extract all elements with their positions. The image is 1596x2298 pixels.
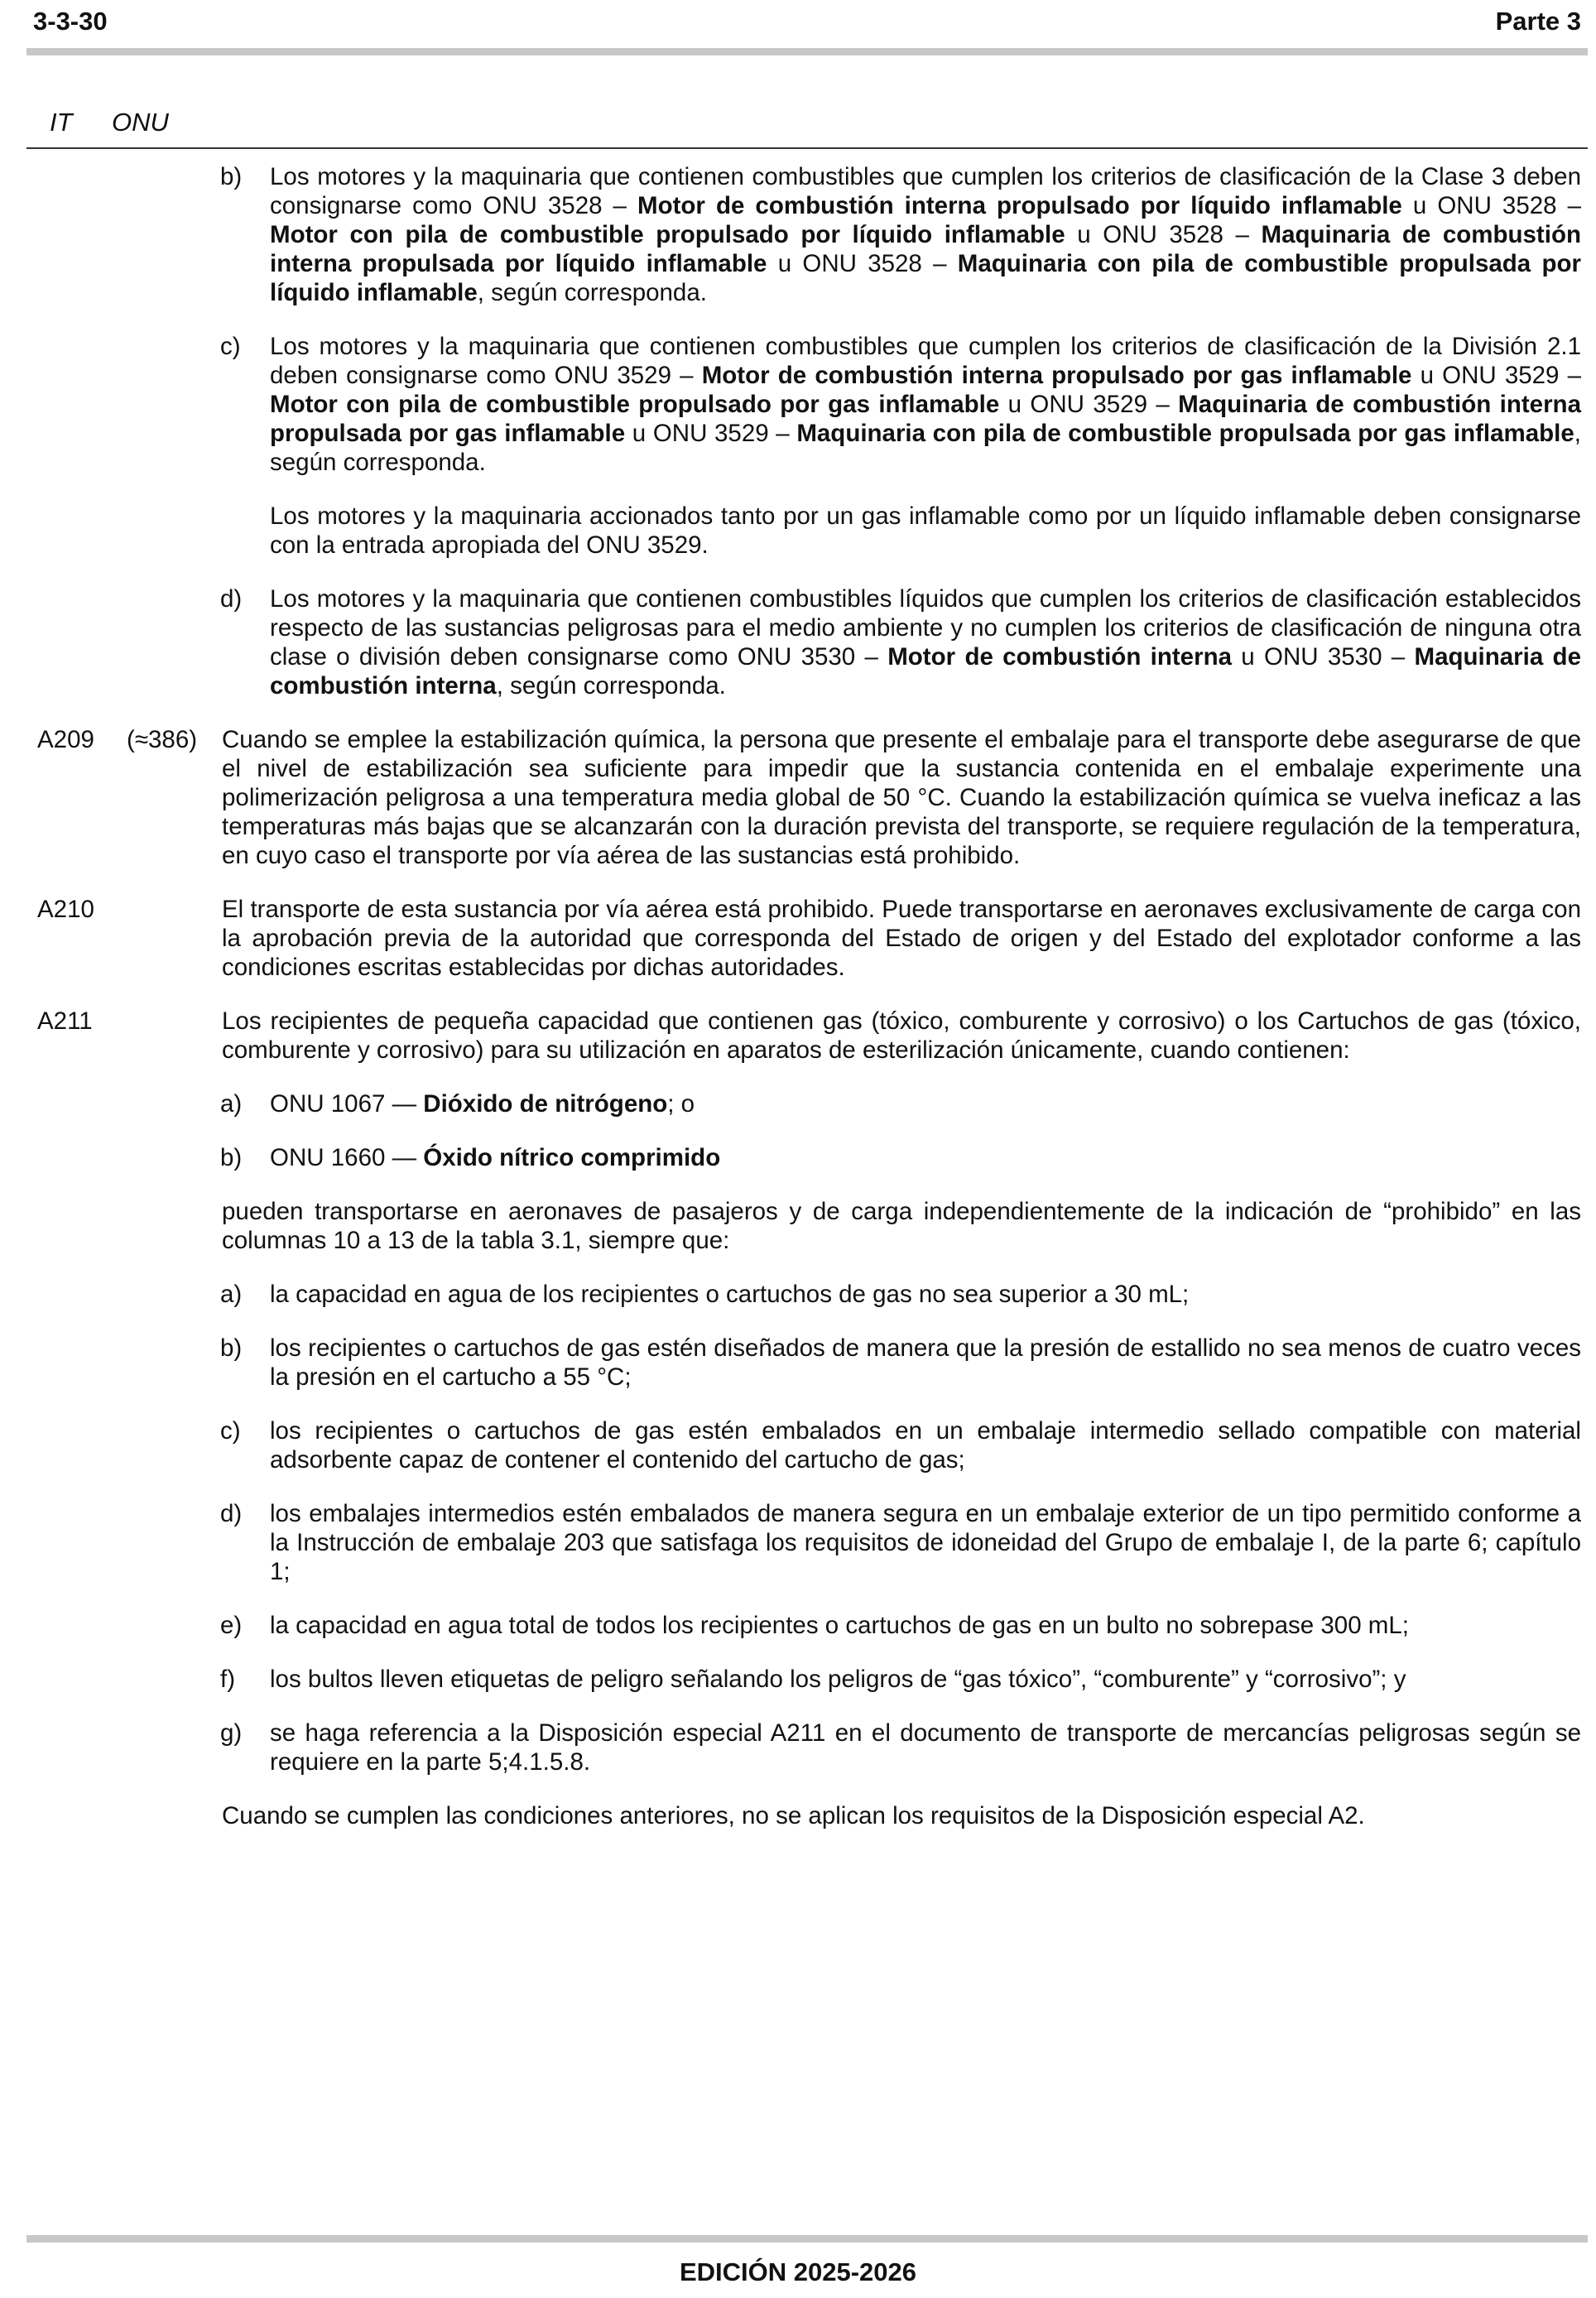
text-run: u ONU 3529 – (999, 391, 1179, 418)
list-label: e) (220, 1612, 243, 1639)
list-text: los recipientes o cartuchos de gas estén diseñados de manera que la presión de estallido no sea menos de cuatro veces la presión en el cartucho a 55 °C; (270, 1334, 1581, 1391)
gas-suffix: ; o (667, 1090, 695, 1118)
column-header-onu: ONU (112, 108, 169, 137)
list-label: b) (220, 163, 243, 190)
text-run: u ONU 3529 – (1411, 362, 1582, 389)
provision-reference: (≈386) (127, 726, 198, 753)
gas-un-number: ONU 1660 — (270, 1144, 424, 1171)
provision-a209 (0, 725, 1596, 870)
list-label: b) (220, 1334, 243, 1362)
condition-a (220, 1280, 1581, 1309)
header-rule (26, 48, 1588, 55)
text-run: , según corresponda. (270, 420, 1581, 476)
list-text: los recipientes o cartuchos de gas estén embalados en un embalaje intermedio sellado compatible con material adsorbente capaz de contener el contenido del cartucho de gas; (270, 1417, 1581, 1474)
list-item-b (220, 162, 1581, 307)
list-text: la capacidad en agua total de todos los recipientes o cartuchos de gas en un bulto no sobrepase 300 mL; (270, 1612, 1409, 1639)
condition-c (220, 1416, 1581, 1474)
page-number: 3-3-30 (33, 7, 108, 36)
text-run: , según corresponda. (496, 672, 726, 699)
list-label: b) (220, 1144, 243, 1171)
list-label: d) (220, 585, 243, 613)
condition-b (220, 1334, 1581, 1392)
text-run: Los motores y la maquinaria que contienen combustibles líquidos que cumplen los criterios de clasificación establecidos respecto de las sustancias peligrosas para el medio ambiente y no cumplen los criterios de clasificación de ninguna otra clase o división deben consignarse como ONU 3530 – (270, 585, 1581, 671)
footer-rule (26, 2235, 1588, 2243)
list-text (270, 585, 1581, 699)
provision-code: A210 (37, 896, 94, 923)
list-label: f) (220, 1666, 236, 1693)
paragraph-closing: Cuando se cumplen las condiciones anteriores, no se aplican los requisitos de la Disposición especial A2. (222, 1802, 1365, 1829)
edition-footer: EDICIÓN 2025-2026 (679, 2257, 917, 2286)
paragraph-c-extra: Los motores y la maquinaria accionados tanto por un gas inflamable como por un líquido inflamable deben consignarse con la entrada apropiada del ONU 3529. (270, 502, 1581, 559)
paragraph-conditions-intro: pueden transportarse en aeronaves de pasajeros y de carga independientemente de la indicación de “prohibido” en las columnas 10 a 13 de la tabla 3.1, siempre que: (222, 1198, 1581, 1254)
gas-item-b (220, 1143, 1581, 1172)
list-text: los bultos lleven etiquetas de peligro señalando los peligros de “gas tóxico”, “comburente” y “corrosivo”; y (270, 1666, 1406, 1693)
bold-text: Motor con pila de combustible propulsado por gas inflamable (270, 391, 1000, 418)
bold-text: Maquinaria de combustión interna (270, 643, 1581, 699)
bold-text: Maquinaria de combustión interna propulsada por gas inflamable (270, 391, 1581, 447)
bold-text: Motor de combustión interna (887, 643, 1232, 671)
column-header-rule (26, 147, 1588, 149)
provision-text: Los recipientes de pequeña capacidad que contienen gas (tóxico, comburente y corrosivo) o los Cartuchos de gas (tóxico, comburente y corrosivo) para su utilización en aparatos de esterilización únicamente, cuando contienen: (222, 1007, 1581, 1064)
provision-text: El transporte de esta sustancia por vía aérea está prohibido. Puede transportarse en aeronaves exclusivamente de carga con la aprobación previa de la autoridad que corresponda del Estado de origen y del Estado del explotador conforme a las condiciones escritas establecidas por dichas autoridades. (222, 896, 1581, 981)
text-run: u ONU 3528 – (1401, 192, 1581, 219)
bold-text: Motor de combustión interna propulsado por gas inflamable (701, 362, 1412, 389)
list-item-c (220, 332, 1582, 477)
bold-text: Maquinaria con pila de combustible propulsada por líquido inflamable (270, 250, 1581, 306)
provision-a211 (0, 1007, 1596, 1065)
list-label: g) (220, 1719, 243, 1747)
text-run: u ONU 3528 – (1065, 221, 1262, 248)
provision-code: A209 (37, 726, 94, 753)
bold-text: Maquinaria de combustión interna propulsada por líquido inflamable (270, 221, 1581, 277)
list-text: se haga referencia a la Disposición especial A211 en el documento de transporte de mercancías peligrosas según se requiere en la parte 5;4.1.5.8. (270, 1719, 1581, 1776)
text-run: u ONU 3528 – (767, 250, 958, 277)
text-run: , según corresponda. (477, 279, 707, 306)
column-header-it: IT (50, 108, 73, 137)
list-label: c) (220, 333, 241, 360)
text-run: Los motores y la maquinaria que contienen combustibles que cumplen los criterios de clasificación de la División 2.1 deben consignarse como ONU 3529 – (270, 333, 1581, 389)
bold-text: Motor de combustión interna propulsado por líquido inflamable (637, 192, 1402, 219)
gas-name: Óxido nítrico comprimido (423, 1144, 721, 1171)
gas-name: Dióxido de nitrógeno (423, 1090, 668, 1118)
text-run: Los motores y la maquinaria que contienen combustibles que cumplen los criterios de clasificación de la Clase 3 deben consignarse como ONU 3528 – (270, 163, 1581, 219)
part-title: Parte 3 (1495, 7, 1581, 36)
provision-code: A211 (37, 1007, 93, 1035)
provision-a210 (0, 895, 1596, 982)
list-text (270, 163, 1581, 306)
bold-text: Motor con pila de combustible propulsado por líquido inflamable (270, 221, 1065, 248)
list-label: a) (220, 1090, 243, 1118)
condition-g (220, 1719, 1581, 1776)
list-label: c) (220, 1417, 241, 1445)
condition-e (220, 1611, 1581, 1640)
condition-f (220, 1665, 1581, 1694)
page-content (0, 162, 1596, 1855)
bold-text: Maquinaria con pila de combustible propulsada por gas inflamable (796, 420, 1574, 447)
list-text: la capacidad en agua de los recipientes o cartuchos de gas no sea superior a 30 mL; (270, 1281, 1190, 1308)
list-text: los embalajes intermedios estén embalados de manera segura en un embalaje exterior de un tipo permitido conforme a la Instrucción de embalaje 203 que satisfaga los requisitos de idoneidad del Grupo de embalaje I, de la parte 6; capítulo 1; (270, 1500, 1581, 1585)
list-item-d (220, 584, 1581, 700)
list-label: a) (220, 1281, 243, 1308)
list-label: d) (220, 1500, 243, 1527)
gas-item-a (220, 1089, 1581, 1118)
text-run: u ONU 3529 – (625, 420, 797, 447)
gas-un-number: ONU 1067 — (270, 1090, 424, 1118)
provision-text: Cuando se emplee la estabilización química, la persona que presente el embalaje para el transporte debe asegurarse de que el nivel de estabilización sea suficiente para impedir que la sustancia contenida en el embalaje experimente una polimerización peligrosa a una temperatura media global de 50 °C. Cuando la estabilización química se vuelva ineficaz a las temperaturas más bajas que se alcanzarán con la duración prevista del transporte, se requiere regulación de la temperatura, en cuyo caso el transporte por vía aérea de las sustancias está prohibido. (222, 726, 1581, 869)
list-text (270, 333, 1581, 476)
condition-d (220, 1499, 1581, 1586)
text-run: u ONU 3530 – (1232, 643, 1415, 671)
